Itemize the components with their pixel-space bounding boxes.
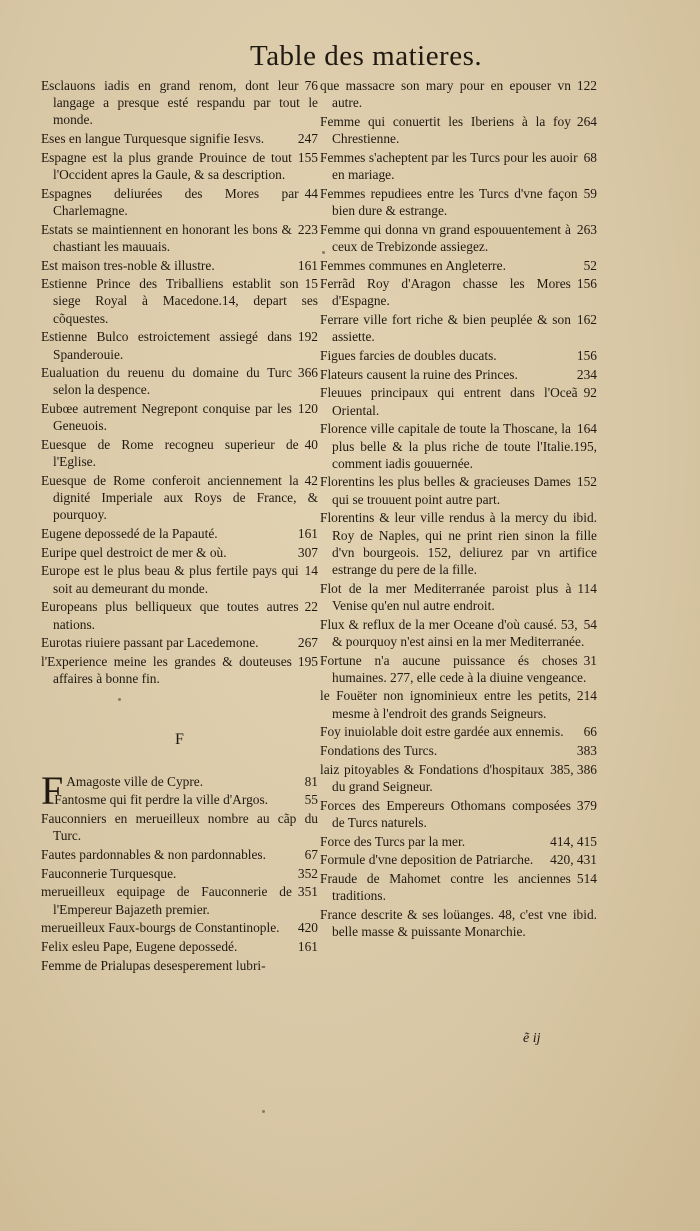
index-entry — [41, 364, 318, 398]
entry-page-number: 383 — [576, 743, 597, 759]
index-entry — [41, 149, 318, 183]
index-entry — [320, 851, 597, 868]
entry-page-number: 263 — [576, 221, 597, 237]
entry-page-number: 122 — [576, 78, 597, 93]
entry-text: Espagnes deliurées des Mores par Charlemagne. — [41, 185, 299, 218]
entry-page-number: 92 — [583, 385, 597, 401]
index-entry — [320, 347, 597, 364]
entry-text: Fraude de Mahomet contre les anciennes traditions. — [320, 870, 571, 904]
entry-page-number: 120 — [297, 401, 318, 417]
index-entry — [41, 525, 318, 542]
entry-page-number: 192 — [297, 329, 318, 345]
entry-page-number: 223 — [297, 221, 318, 237]
page-title: Table des matieres. — [250, 40, 483, 72]
index-entry — [41, 472, 318, 524]
index-entry — [41, 791, 318, 808]
entry-text: Figues farcies de doubles ducats. — [320, 348, 497, 364]
entry-text: Fortune n'a aucune puissance és choses humaines. 277, elle cede à la diuine vengeance. — [320, 652, 587, 685]
entry-text: Fauconnerie Turquesque. — [41, 865, 177, 881]
entry-text: Florentins & leur ville rendus à la mercy du Roy de Naples, qui ne print rien sinon la fille d'vn bourgeois. 152, deliurez par vn artifice estrange du pere de la fille. — [320, 510, 597, 577]
entry-text: Euesque de Rome conferoit anciennement la dignité Imperiale aux Roys de France, & pourquoy. — [41, 472, 318, 523]
entry-page-number: 76 — [304, 78, 318, 93]
entry-page-number: 161 — [297, 526, 318, 542]
index-entry — [41, 185, 318, 219]
entry-page-number: 66 — [583, 724, 597, 740]
dropcap-letter: F — [41, 767, 64, 813]
index-entry — [320, 185, 597, 219]
index-entry — [320, 652, 597, 686]
index-entry — [320, 366, 597, 383]
entry-page-number: 234 — [576, 366, 597, 382]
entry-text: Euesque de Rome recogneu superieur de l'Eglise. — [41, 437, 299, 470]
section-letter-heading: F — [175, 731, 184, 749]
entry-text: Eualuation du reuenu du domaine du Turc selon la despence. — [41, 365, 292, 398]
index-entry — [320, 420, 597, 472]
entry-text: Eurotas riuiere passant par Lacedemone. — [41, 635, 259, 651]
entry-page-number: 42 — [304, 472, 318, 488]
entry-page-number: 15 — [304, 276, 318, 292]
entry-text: Euripe quel destroict de mer & où. — [41, 544, 227, 560]
entry-page-number: 55 — [304, 792, 318, 808]
entry-text: Espagne est la plus grande Prouince de tout l'Occident apres la Gaule, & sa description. — [41, 149, 292, 183]
entry-page-number: 59 — [583, 185, 597, 201]
entry-text: Felix esleu Pape, Eugene depossedé. — [41, 938, 238, 954]
entry-text: Femmes communes en Angleterre. — [320, 257, 506, 273]
entry-page-number: 264 — [576, 113, 597, 129]
entry-page-number: 214 — [576, 688, 597, 704]
entry-page-number: 114 — [577, 580, 597, 596]
entry-text: Forces des Empereurs Othomans composées de Turcs naturels. — [320, 797, 571, 830]
entry-page-number: 155 — [297, 149, 318, 165]
index-entry — [320, 833, 597, 850]
entry-text: Flateurs causent la ruine des Princes. — [320, 366, 518, 382]
index-entry — [41, 938, 318, 955]
index-entry — [41, 275, 318, 327]
index-entry — [320, 311, 597, 345]
entry-text: Amagoste ville de Cypre. — [66, 773, 204, 789]
right-column — [320, 77, 597, 942]
entry-page-number: 385, 386 — [550, 761, 597, 777]
index-entry — [41, 562, 318, 596]
entry-page-number: 161 — [297, 938, 318, 954]
index-entry — [320, 113, 597, 147]
entry-text: Est maison tres-noble & illustre. — [41, 257, 215, 273]
index-entry — [320, 870, 597, 904]
entry-text: que massacre son mary pour en epouser vn autre. — [320, 78, 571, 111]
entry-page-number: 247 — [297, 131, 318, 147]
index-entry — [41, 436, 318, 470]
entry-text: Fautes pardonnables & non pardonnables. — [41, 846, 266, 862]
entry-text: Ferrare ville fort riche & bien peuplée & son assiette. — [320, 312, 571, 345]
entry-page-number: ibid. — [572, 510, 597, 526]
entry-text: Estienne Bulco estroictement assiegé dans Spanderouie. — [41, 329, 292, 362]
entry-text: Estats se maintiennent en honorant les bons & chastiant les mauuais. — [41, 221, 292, 254]
entry-page-number: 68 — [583, 149, 597, 165]
entry-text: Femmes repudiees entre les Turcs d'vne façon bien dure & estrange. — [320, 185, 578, 218]
entry-page-number: 81 — [304, 773, 318, 789]
entry-page-number: 152 — [576, 474, 597, 490]
index-entry — [41, 883, 318, 917]
index-entry — [320, 580, 597, 614]
signature-mark: ẽ ij — [523, 1031, 541, 1046]
entry-text: Femme de Prialupas desesperement lubri- — [41, 957, 266, 973]
index-entry — [41, 544, 318, 561]
index-entry — [41, 400, 318, 434]
index-entry — [41, 598, 318, 632]
entry-text: Foy inuiolable doit estre gardée aux ennemis. — [320, 724, 564, 740]
entry-text: merueilleux Faux-bourgs de Constantinople. — [41, 920, 280, 936]
entry-text: Eugene depossedé de la Papauté. — [41, 526, 218, 542]
index-entry — [41, 919, 318, 936]
entry-text: Esclauons iadis en grand renom, dont leur langage a presque esté respandu par tout le monde. — [41, 78, 318, 128]
entry-text: Fondations des Turcs. — [320, 743, 438, 759]
entry-text: Femme qui donna vn grand espouuentement à ceux de Trebizonde assiegez. — [320, 221, 571, 254]
index-entry — [41, 957, 318, 974]
entry-page-number: 352 — [297, 865, 318, 881]
index-entry — [41, 653, 318, 687]
index-entry — [41, 130, 318, 147]
entry-page-number: 514 — [576, 870, 597, 886]
index-entry — [320, 616, 597, 650]
index-entry — [41, 257, 318, 274]
entry-page-number: 156 — [576, 348, 597, 364]
entry-text: laiz pitoyables & Fondations d'hospitaux du grand Seigneur. — [320, 761, 545, 794]
index-entry — [41, 846, 318, 863]
entry-text: Femmes s'acheptent par les Turcs pour les auoir en mariage. — [320, 149, 578, 183]
index-entry — [320, 257, 597, 274]
entry-text: merueilleux equipage de Fauconnerie de l'Empereur Bajazeth premier. — [41, 884, 292, 917]
entry-page-number: 31 — [583, 652, 597, 668]
entry-page-number: 162 — [576, 312, 597, 328]
entry-page-number: 156 — [576, 276, 597, 292]
index-entry — [320, 77, 597, 111]
entry-page-number: 40 — [304, 437, 318, 453]
entry-page-number: 22 — [304, 599, 318, 615]
entry-page-number: 379 — [576, 797, 597, 813]
index-entry — [320, 761, 597, 795]
index-entry — [320, 742, 597, 759]
entry-page-number: 267 — [297, 635, 318, 651]
index-entry — [320, 473, 597, 507]
entry-page-number: 420, 431 — [550, 852, 597, 868]
entry-text: France descrite & ses loüanges. 48, c'est vne belle masse & puissante Monarchie. — [320, 906, 567, 940]
entry-page-number: 14 — [304, 563, 318, 579]
index-entry — [320, 687, 597, 721]
entry-page-number: 67 — [304, 846, 318, 862]
index-entry — [320, 149, 597, 183]
index-entry — [320, 723, 597, 740]
entry-text: Fleuues principaux qui entrent dans l'Oceã Oriental. — [320, 385, 578, 418]
entry-page-number: 44 — [304, 185, 318, 201]
index-entry — [320, 221, 597, 255]
index-entry — [320, 906, 597, 940]
entry-text: Flux & reflux de la mer Oceane d'où causé. 53, & pourquoy n'est ainsi en la mer Mediterranée. — [320, 616, 585, 649]
left-entries-after — [41, 767, 318, 974]
entry-page-number: 414, 415 — [550, 833, 597, 849]
entry-text: Europe est le plus beau & plus fertile pays qui soit au demeurant du monde. — [41, 563, 299, 596]
entry-page-number: 161 — [297, 257, 318, 273]
index-entry — [41, 865, 318, 882]
entry-text: Florentins les plus belles & gracieuses Dames qui se trouuent point autre part. — [320, 474, 571, 507]
entry-text: Fauconniers en merueilleux nombre au cãp du Turc. — [41, 811, 318, 844]
entry-text: Eubœe autrement Negrepont conquise par les Geneuois. — [41, 401, 292, 434]
index-entry — [320, 275, 597, 309]
paper-speck — [322, 251, 325, 254]
entry-text: Europeans plus belliqueux que toutes autres nations. — [41, 599, 299, 632]
entry-text: Estienne Prince des Triballiens establit son siege Royal à Macedone.14, depart ses cõquestes. — [41, 276, 318, 326]
paper-speck — [262, 1110, 265, 1113]
entry-text: l'Experience meine les grandes & douteuses affaires à bonne fin. — [41, 654, 292, 687]
index-entry — [41, 810, 318, 844]
entry-page-number: 52 — [583, 257, 597, 273]
index-entry — [320, 509, 597, 578]
entry-page-number: 351 — [297, 884, 318, 900]
right-entries — [320, 77, 597, 940]
entry-text: Flot de la mer Mediterranée paroist plus à Venise qu'en nul autre endroit. — [320, 580, 572, 613]
index-entry — [41, 77, 318, 129]
index-entry — [41, 221, 318, 255]
index-entry — [320, 797, 597, 831]
entry-text: Force des Turcs par la mer. — [320, 833, 466, 849]
entry-text: Formule d'vne deposition de Patriarche. — [320, 852, 534, 868]
entry-text: Fantosme qui fit perdre la ville d'Argos. — [54, 792, 269, 808]
entry-text: Eses en langue Turquesque signifie Iesvs. — [41, 131, 265, 147]
entry-page-number: 366 — [297, 365, 318, 381]
index-entry — [41, 328, 318, 362]
entry-text: le Fouëter non ignominieux entre les petits, mesme à l'endroit des grands Seigneurs. — [320, 688, 571, 721]
left-column — [41, 77, 318, 975]
entry-page-number: 195 — [297, 654, 318, 669]
index-entry — [320, 384, 597, 418]
entry-text: Femme qui conuertit les Iberiens à la foy Chrestienne. — [320, 113, 571, 147]
entry-text: Ferrãd Roy d'Aragon chasse les Mores d'Espagne. — [320, 276, 571, 309]
entry-page-number: 420 — [297, 920, 318, 936]
index-entry — [41, 634, 318, 651]
entry-page-number: 54 — [583, 616, 597, 632]
entry-page-number: 307 — [297, 544, 318, 560]
left-entries-before — [41, 77, 318, 687]
entry-text: Florence ville capitale de toute la Thoscane, la plus belle & la plus riche de toute l'Italie.195, comment iadis gouuernée. — [320, 421, 597, 471]
entry-page-number: 164 — [576, 421, 597, 437]
paper-speck — [118, 698, 121, 701]
entry-page-number: ibid. — [572, 906, 597, 922]
